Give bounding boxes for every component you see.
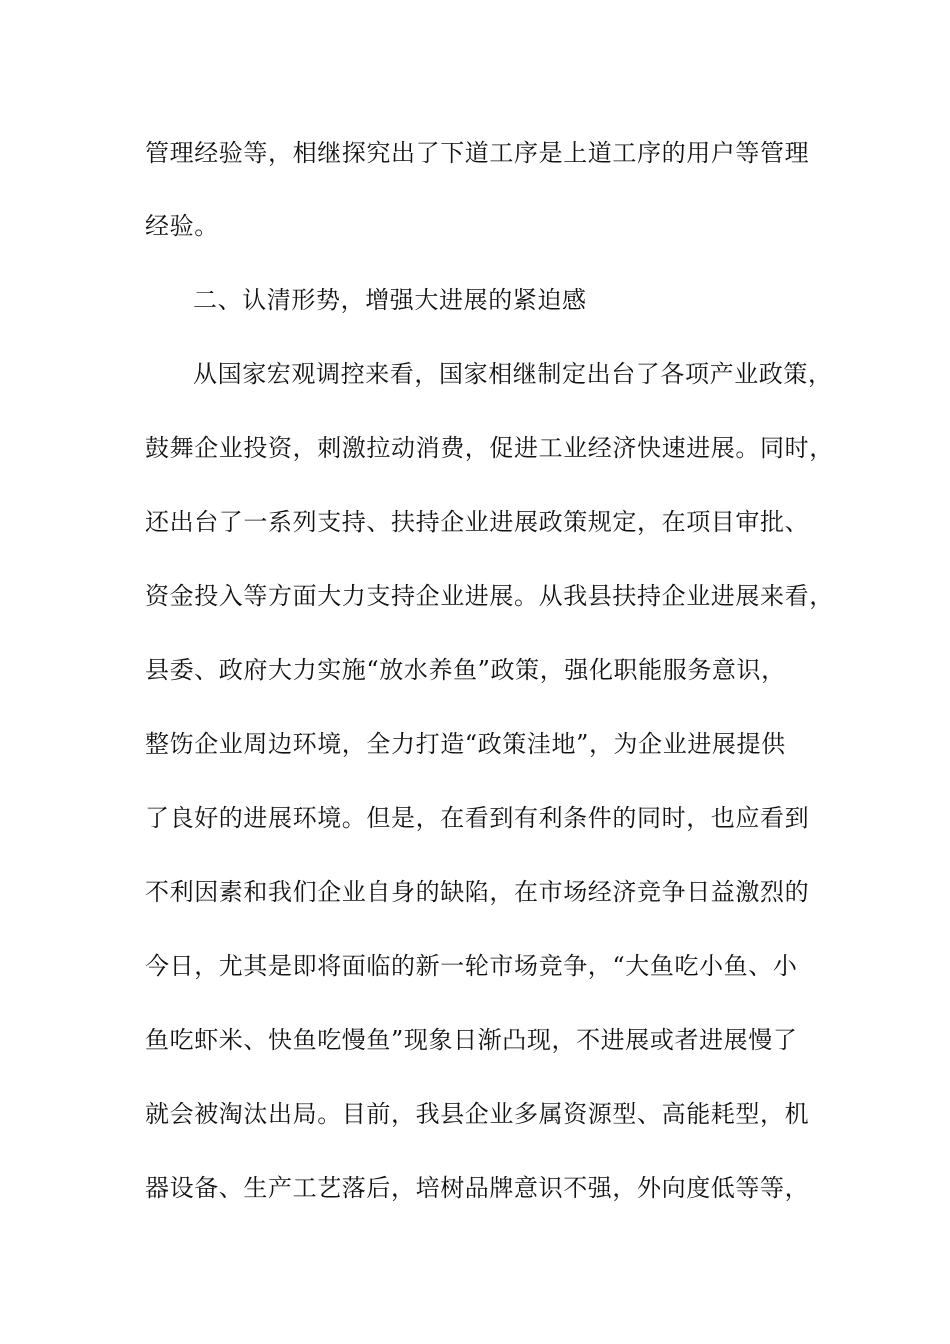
text-line-12: 今日，尤其是即将面临的新一轮市场竞争，“大鱼吃小鱼、小 [145, 952, 798, 980]
text-line-8: 县委、政府大力实施“放水养鱼”政策，强化职能服务意识， [145, 656, 786, 684]
text-line-10: 了良好的进展环境。但是，在看到有利条件的同时，也应看到 [145, 804, 810, 832]
text-line-14: 就会被淘汰出局。目前，我县企业多属资源型、高能耗型，机 [145, 1100, 810, 1128]
text-line-2: 经验。 [145, 212, 219, 240]
text-line-9: 整饬企业周边环境，全力打造“政策洼地”，为企业进展提供 [145, 730, 786, 758]
text-line-5: 鼓舞企业投资，刺激拉动消费，促进工业经济快速进展。同时， [145, 434, 834, 462]
text-line-7: 资金投入等方面大力支持企业进展。从我县扶持企业进展来看， [145, 582, 834, 610]
text-line-11: 不利因素和我们企业自身的缺陷，在市场经济竞争日益激烈的 [145, 878, 810, 906]
section-heading: 二、认清形势，增强大进展的紧迫感 [193, 286, 587, 314]
text-line-1: 管理经验等，相继探究出了下道工序是上道工序的用户等管理 [145, 139, 810, 167]
text-line-6: 还出台了一系列支持、扶持企业进展政策规定，在项目审批、 [145, 508, 810, 536]
text-line-13: 鱼吃虾米、快鱼吃慢鱼”现象日渐凸现，不进展或者进展慢了 [145, 1026, 798, 1054]
text-line-4: 从国家宏观调控来看，国家相继制定出台了各项产业政策， [193, 360, 833, 388]
text-line-15: 器设备、生产工艺落后，培树品牌意识不强，外向度低等等， [145, 1174, 810, 1202]
